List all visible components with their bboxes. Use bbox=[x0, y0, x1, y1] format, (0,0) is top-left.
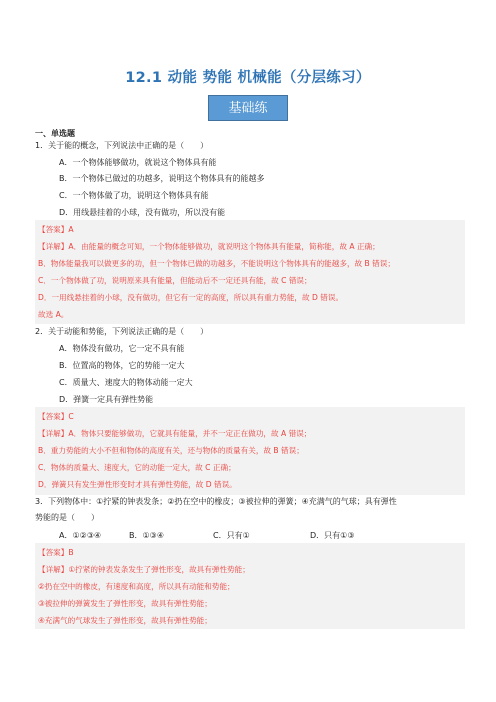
answer-1-key: 【答案】A bbox=[38, 225, 74, 234]
question-2-stem: 2．关于动能和势能，下列说法正确的是（ ） bbox=[35, 327, 209, 336]
question-3-option-c: C．只有① bbox=[213, 531, 250, 540]
question-2-option-d: D．弹簧一定具有弹性势能 bbox=[59, 395, 154, 404]
answer-3-detail-3: ③被拉伸的弹簧发生了弹性形变，故具有弹性势能； bbox=[38, 599, 212, 608]
section-heading: 一、单选题 bbox=[35, 129, 75, 138]
answer-2-detail-c: C．物体的质量大、速度大，它的动能一定大，故 C 正确； bbox=[38, 463, 236, 472]
question-3-stem-line-2: 势能的是（ ） bbox=[35, 513, 99, 522]
answer-1-detail-d: D．一用线悬挂着的小球，没有做功，但它有一定的高度，所以具有重力势能，故 D 错误。 bbox=[38, 293, 344, 302]
answer-1-detail-b: B．物体能量我可以做更多的功，但一个物体已做的功越多，不能说明这个物体具有的能越多，故 B 错误； bbox=[38, 259, 395, 268]
question-1-option-a: A．一个物体能够做功，就说这个物体具有能 bbox=[59, 158, 217, 167]
question-2-option-a: A．物体没有做功，它一定不具有能 bbox=[59, 344, 185, 353]
answer-2-detail-a: 【详解】A．物体只要能够做功，它就具有能量，并不一定正在做功，故 A 错误； bbox=[38, 429, 312, 438]
question-2-option-b: B．位置高的物体，它的势能一定大 bbox=[59, 361, 185, 370]
question-1-option-c: C．一个物体做了功，说明这个物体具有能 bbox=[59, 191, 209, 200]
question-2-option-c: C．质量大、速度大的物体动能一定大 bbox=[59, 378, 193, 387]
level-badge: 基础练 bbox=[208, 95, 288, 121]
answer-3-detail-4: ④充满气的气球发生了弹性形变，故具有弹性势能； bbox=[38, 616, 212, 625]
question-3-option-b: B．①③④ bbox=[129, 531, 165, 540]
answer-3-detail-1: 【详解】①拧紧的钟表发条发生了弹性形变，故具有弹性势能； bbox=[38, 565, 250, 574]
question-1-stem: 1．关于能的概念，下列说法中正确的是（ ） bbox=[35, 141, 209, 150]
answer-box-1 bbox=[35, 220, 465, 324]
question-3-stem-line-1: 3．下列物体中：①拧紧的钟表发条；②扔在空中的橡皮；③被拉伸的弹簧；④充满气的气球；具有弹性 bbox=[35, 497, 397, 506]
question-3-option-d: D．只有①③ bbox=[310, 531, 355, 540]
question-1-option-b: B．一个物体已做过的功越多，说明这个物体具有的能越多 bbox=[59, 174, 265, 183]
answer-1-detail-a: 【详解】A．由能量的概念可知，一个物体能够做功，就说明这个物体具有能量，简称能，故 A 正确； bbox=[38, 242, 380, 251]
answer-2-detail-d: D．弹簧只有发生弹性形变时才具有弹性势能，故 D 错误。 bbox=[38, 480, 237, 489]
answer-2-detail-b: B．重力势能的大小不但和物体的高度有关，还与物体的质量有关，故 B 错误； bbox=[38, 446, 304, 455]
page-title: 12.1 动能 势能 机械能（分层练习） bbox=[125, 70, 371, 86]
answer-2-key: 【答案】C bbox=[38, 412, 74, 421]
answer-1-conclusion: 故选 A。 bbox=[38, 310, 69, 319]
answer-1-detail-c: C．一个物体做了功，说明原来具有能量，但能动后不一定还具有能，故 C 错误； bbox=[38, 276, 312, 285]
answer-3-detail-2: ②扔在空中的橡皮，有速度和高度，所以具有动能和势能； bbox=[38, 582, 235, 591]
question-3-option-a: A．①②③④ bbox=[59, 531, 102, 540]
answer-3-key: 【答案】B bbox=[38, 548, 74, 557]
question-1-option-d: D．用线悬挂着的小球，没有做功，所以没有能 bbox=[59, 208, 226, 217]
